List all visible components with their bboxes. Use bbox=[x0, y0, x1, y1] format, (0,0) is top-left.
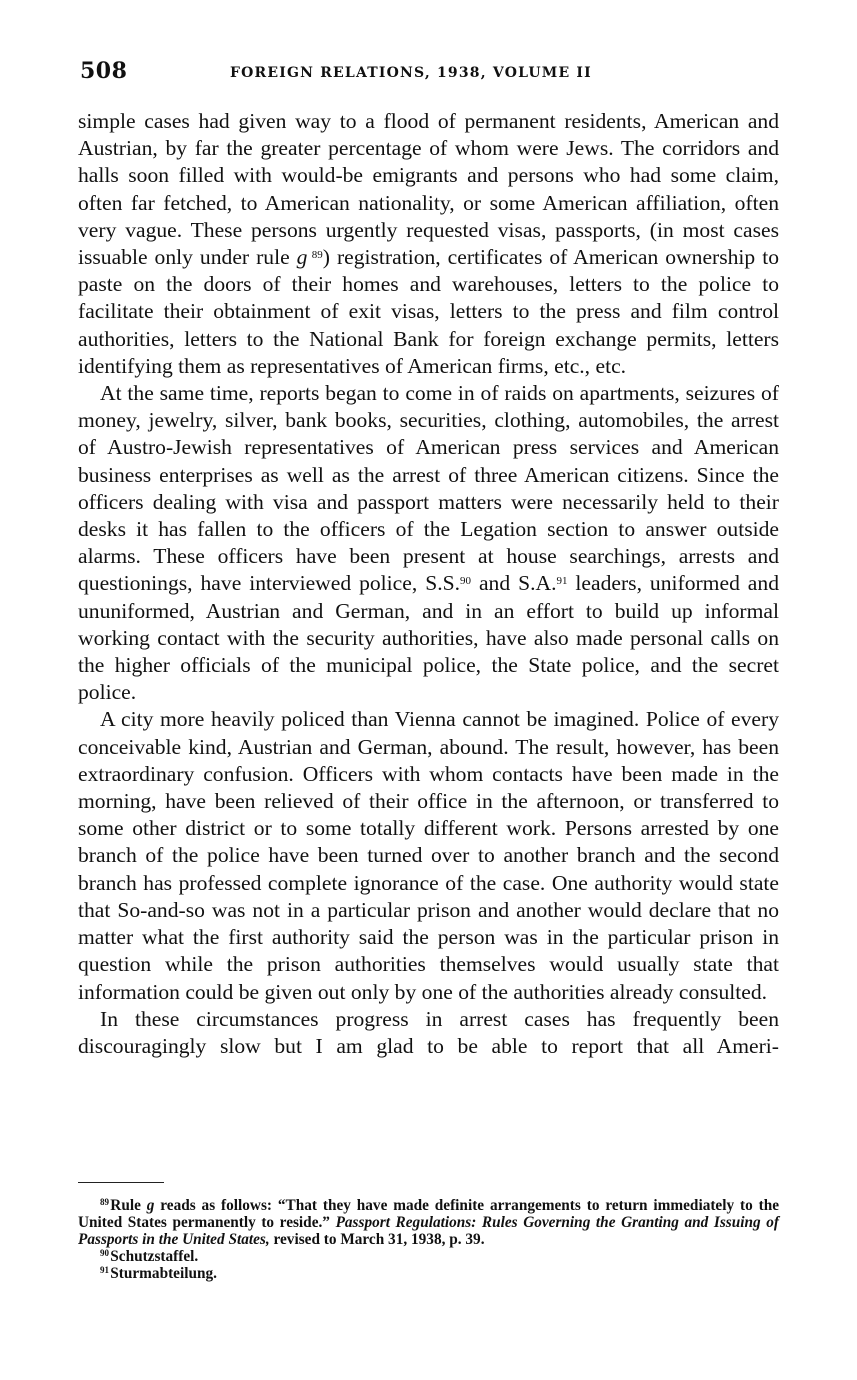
footnote-89-text-b: reads as follows: “That they have made definite arrangements to return immediately to the United States permanently to reside.” bbox=[78, 1197, 779, 1231]
footnote-ref-90[interactable]: 90 bbox=[460, 575, 472, 588]
paragraph-2-text-a: At the same time, reports began to come in of raids on apartments, seizures of money, jewelry, silver, bank books, securities, clothing, automobiles, the arrest of Austro-Jewish representatives of American press services and American business enterprises as well as the arrest of three American citizens. Since the officers dealing with visa and passport matters were necessarily held to their desks it has fallen to the officers of the Legation section to answer outside alarms. These officers have been present at house searchings, arrests and questionings, have interviewed police, S.S. bbox=[78, 381, 779, 596]
footnote-marker-89: 89 bbox=[100, 1197, 109, 1208]
footnote-89-text-c: revised to March 31, 1938, p. 39. bbox=[269, 1231, 485, 1248]
paragraph-1-text-b: ) registration, certificates of American ownership to paste on the doors of their homes and warehouses, letters to the police to facilitate their obtainment of exit visas, letters to the press and film control authorities, letters to the National Bank for foreign exchange permits, letters identifying them as representatives of American firms, etc., etc. bbox=[78, 245, 779, 378]
paragraph-2-text-b: and S.A. bbox=[471, 571, 557, 596]
footnote-91-text: Sturmabteilung. bbox=[110, 1265, 217, 1282]
paragraph-4: In these circumstances progress in arrest cases has frequently been discouragingly slow but I am glad to be able to report that all Ameri- bbox=[78, 1006, 779, 1058]
paragraph-1 bbox=[78, 108, 779, 380]
paragraph-2-text-c: leaders, uniformed and ununiformed, Austrian and German, and in an effort to build up informal working contact with the security authorities, have also made personal calls on the higher officials of the municipal police, the State police, and the secret police. bbox=[78, 571, 779, 705]
body-text bbox=[78, 108, 779, 1060]
footnote-ref-89[interactable]: 89 bbox=[311, 248, 323, 261]
footnote-marker-91: 91 bbox=[100, 1265, 109, 1276]
footnote-marker-90: 90 bbox=[100, 1248, 109, 1259]
footnote-ref-91[interactable]: 91 bbox=[556, 575, 568, 588]
footnote-90-text: Schutzstaffel. bbox=[110, 1248, 199, 1265]
paragraph-3: A city more heavily policed than Vienna cannot be imagined. Police of every conceivable kind, Austrian and German, abound. The result, however, has been extraordinary confusion. Officers with whom contacts have been made in the morning, have been relieved of their office in the afternoon, or transferred to some other district or to some totally different work. Persons arrested by one branch of the police have been turned over to another branch and the second branch has professed complete ignorance of the case. One authority would state that So-and-so was not in a particular prison and another would declare that no matter what the first authority said the person was in the particular prison in question while the prison authorities themselves would usually state that information could be given out only by one of the authorities already consulted. bbox=[78, 707, 779, 1004]
page-header bbox=[80, 58, 780, 92]
footnotes bbox=[78, 1182, 779, 1282]
footnote-89-text-a: Rule bbox=[110, 1197, 147, 1214]
footnote-90 bbox=[78, 1248, 779, 1265]
footnote-89-rule-letter: g bbox=[146, 1197, 155, 1214]
footnote-89 bbox=[78, 1197, 779, 1248]
footnote-91 bbox=[78, 1265, 779, 1282]
footnote-89-title: Passport Regulations: Rules Governing the Granting and Issuing of Passports in the United States, bbox=[78, 1214, 779, 1248]
paragraph-1-text-a: simple cases had given way to a flood of permanent residents, American and Austrian, by far the greater percentage of whom were Jews. The corridors and halls soon filled with would-be emigrants and persons who had some claim, often far fetched, to American nationality, or some American affiliation, often very vague. These persons urgently requested visas, passports, (in most cases issuable only under rule bbox=[78, 109, 779, 270]
paragraph-2 bbox=[78, 380, 779, 706]
footnote-rule bbox=[78, 1182, 164, 1183]
running-head: FOREIGN RELATIONS, 1938, VOLUME II bbox=[230, 65, 592, 81]
rule-letter: g bbox=[296, 245, 308, 270]
page-number: 508 bbox=[80, 58, 128, 84]
